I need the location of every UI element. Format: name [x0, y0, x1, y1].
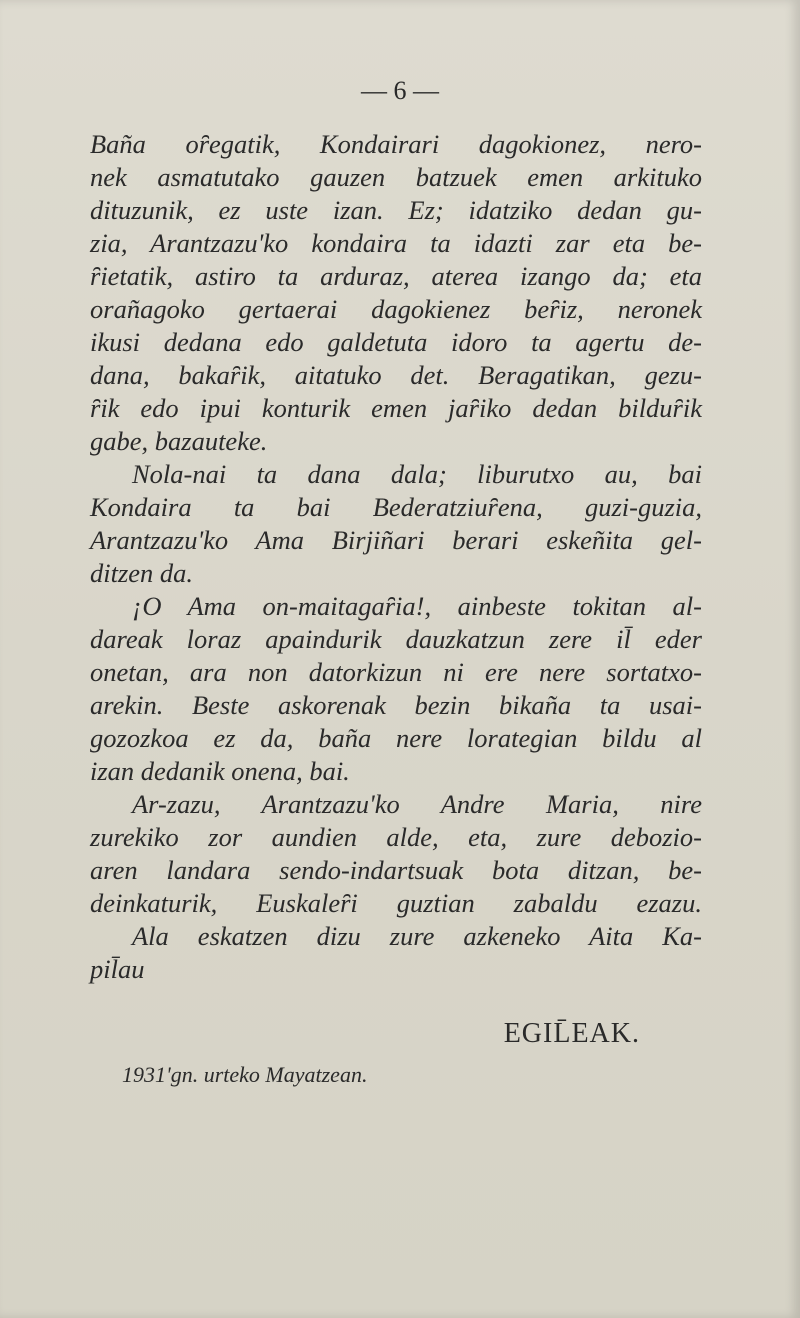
text-line: Ar-zazu, Arantzazu'ko Andre Maria, nire [132, 789, 702, 819]
text-line: ȓik edo ipui konturik emen jaȓiko dedan bilduȓik [90, 393, 702, 423]
text-line: dituzunik, ez uste izan. Ez; idatziko dedan gu- [90, 195, 702, 225]
date-line: 1931'gn. urteko Mayatzean. [122, 1062, 368, 1087]
text-line: ȓietatik, astiro ta arduraz, aterea izango da; eta [90, 261, 702, 291]
text-line: Arantzazu'ko Ama Birjiñari berari eskeñita gel- [90, 525, 702, 555]
text-line: gabe, bazauteke. [90, 426, 268, 456]
text-line: onetan, ara non datorkizun ni ere nere sortatxo- [90, 657, 702, 687]
text-line: arekin. Beste askorenak bezin bikaña ta usai- [90, 690, 702, 720]
signature: EGIL̄EAK. [503, 1018, 640, 1049]
text-line: orañagoko gertaerai dagokienez beȓiz, neronek [90, 294, 702, 324]
page-number: — 6 — [361, 76, 439, 105]
text-line: izan dedanik onena, bai. [90, 756, 350, 786]
text-line: dareak loraz apaindurik dauzkatzun zere il̄ eder [90, 624, 702, 654]
body-text [90, 128, 702, 986]
text-line: ikusi dedana edo galdetuta idoro ta agertu de- [90, 327, 702, 357]
text-line: nek asmatutako gauzen batzuek emen arkituko [90, 162, 702, 192]
text-line: Kondaira ta bai Bederatziuȓena, guzi-guzia, [90, 492, 702, 522]
text-line: Nola-nai ta dana dala; liburutxo au, bai [132, 459, 702, 489]
text-line: pil̄au [90, 954, 145, 984]
text-line: zia, Arantzazu'ko kondaira ta idazti zar eta be- [90, 228, 702, 258]
text-line: Ala eskatzen dizu zure azkeneko Aita Ka- [132, 921, 702, 951]
text-line: dana, bakaȓik, aitatuko det. Beragatikan, gezu- [90, 360, 702, 390]
text-line: ditzen da. [90, 558, 194, 588]
text-line: zurekiko zor aundien alde, eta, zure debozio- [90, 822, 702, 852]
text-line: deinkaturik, Euskaleȓi guztian zabaldu ezazu. [90, 888, 702, 918]
text-line: gozozkoa ez da, baña nere lorategian bildu al [90, 723, 702, 753]
text-line: ¡O Ama on-maitagaȓia!, ainbeste tokitan al- [132, 591, 702, 621]
text-line: aren landara sendo-indartsuak bota ditzan, be- [90, 855, 702, 885]
text-line: Baña oȓegatik, Kondairari dagokionez, nero- [90, 129, 702, 159]
